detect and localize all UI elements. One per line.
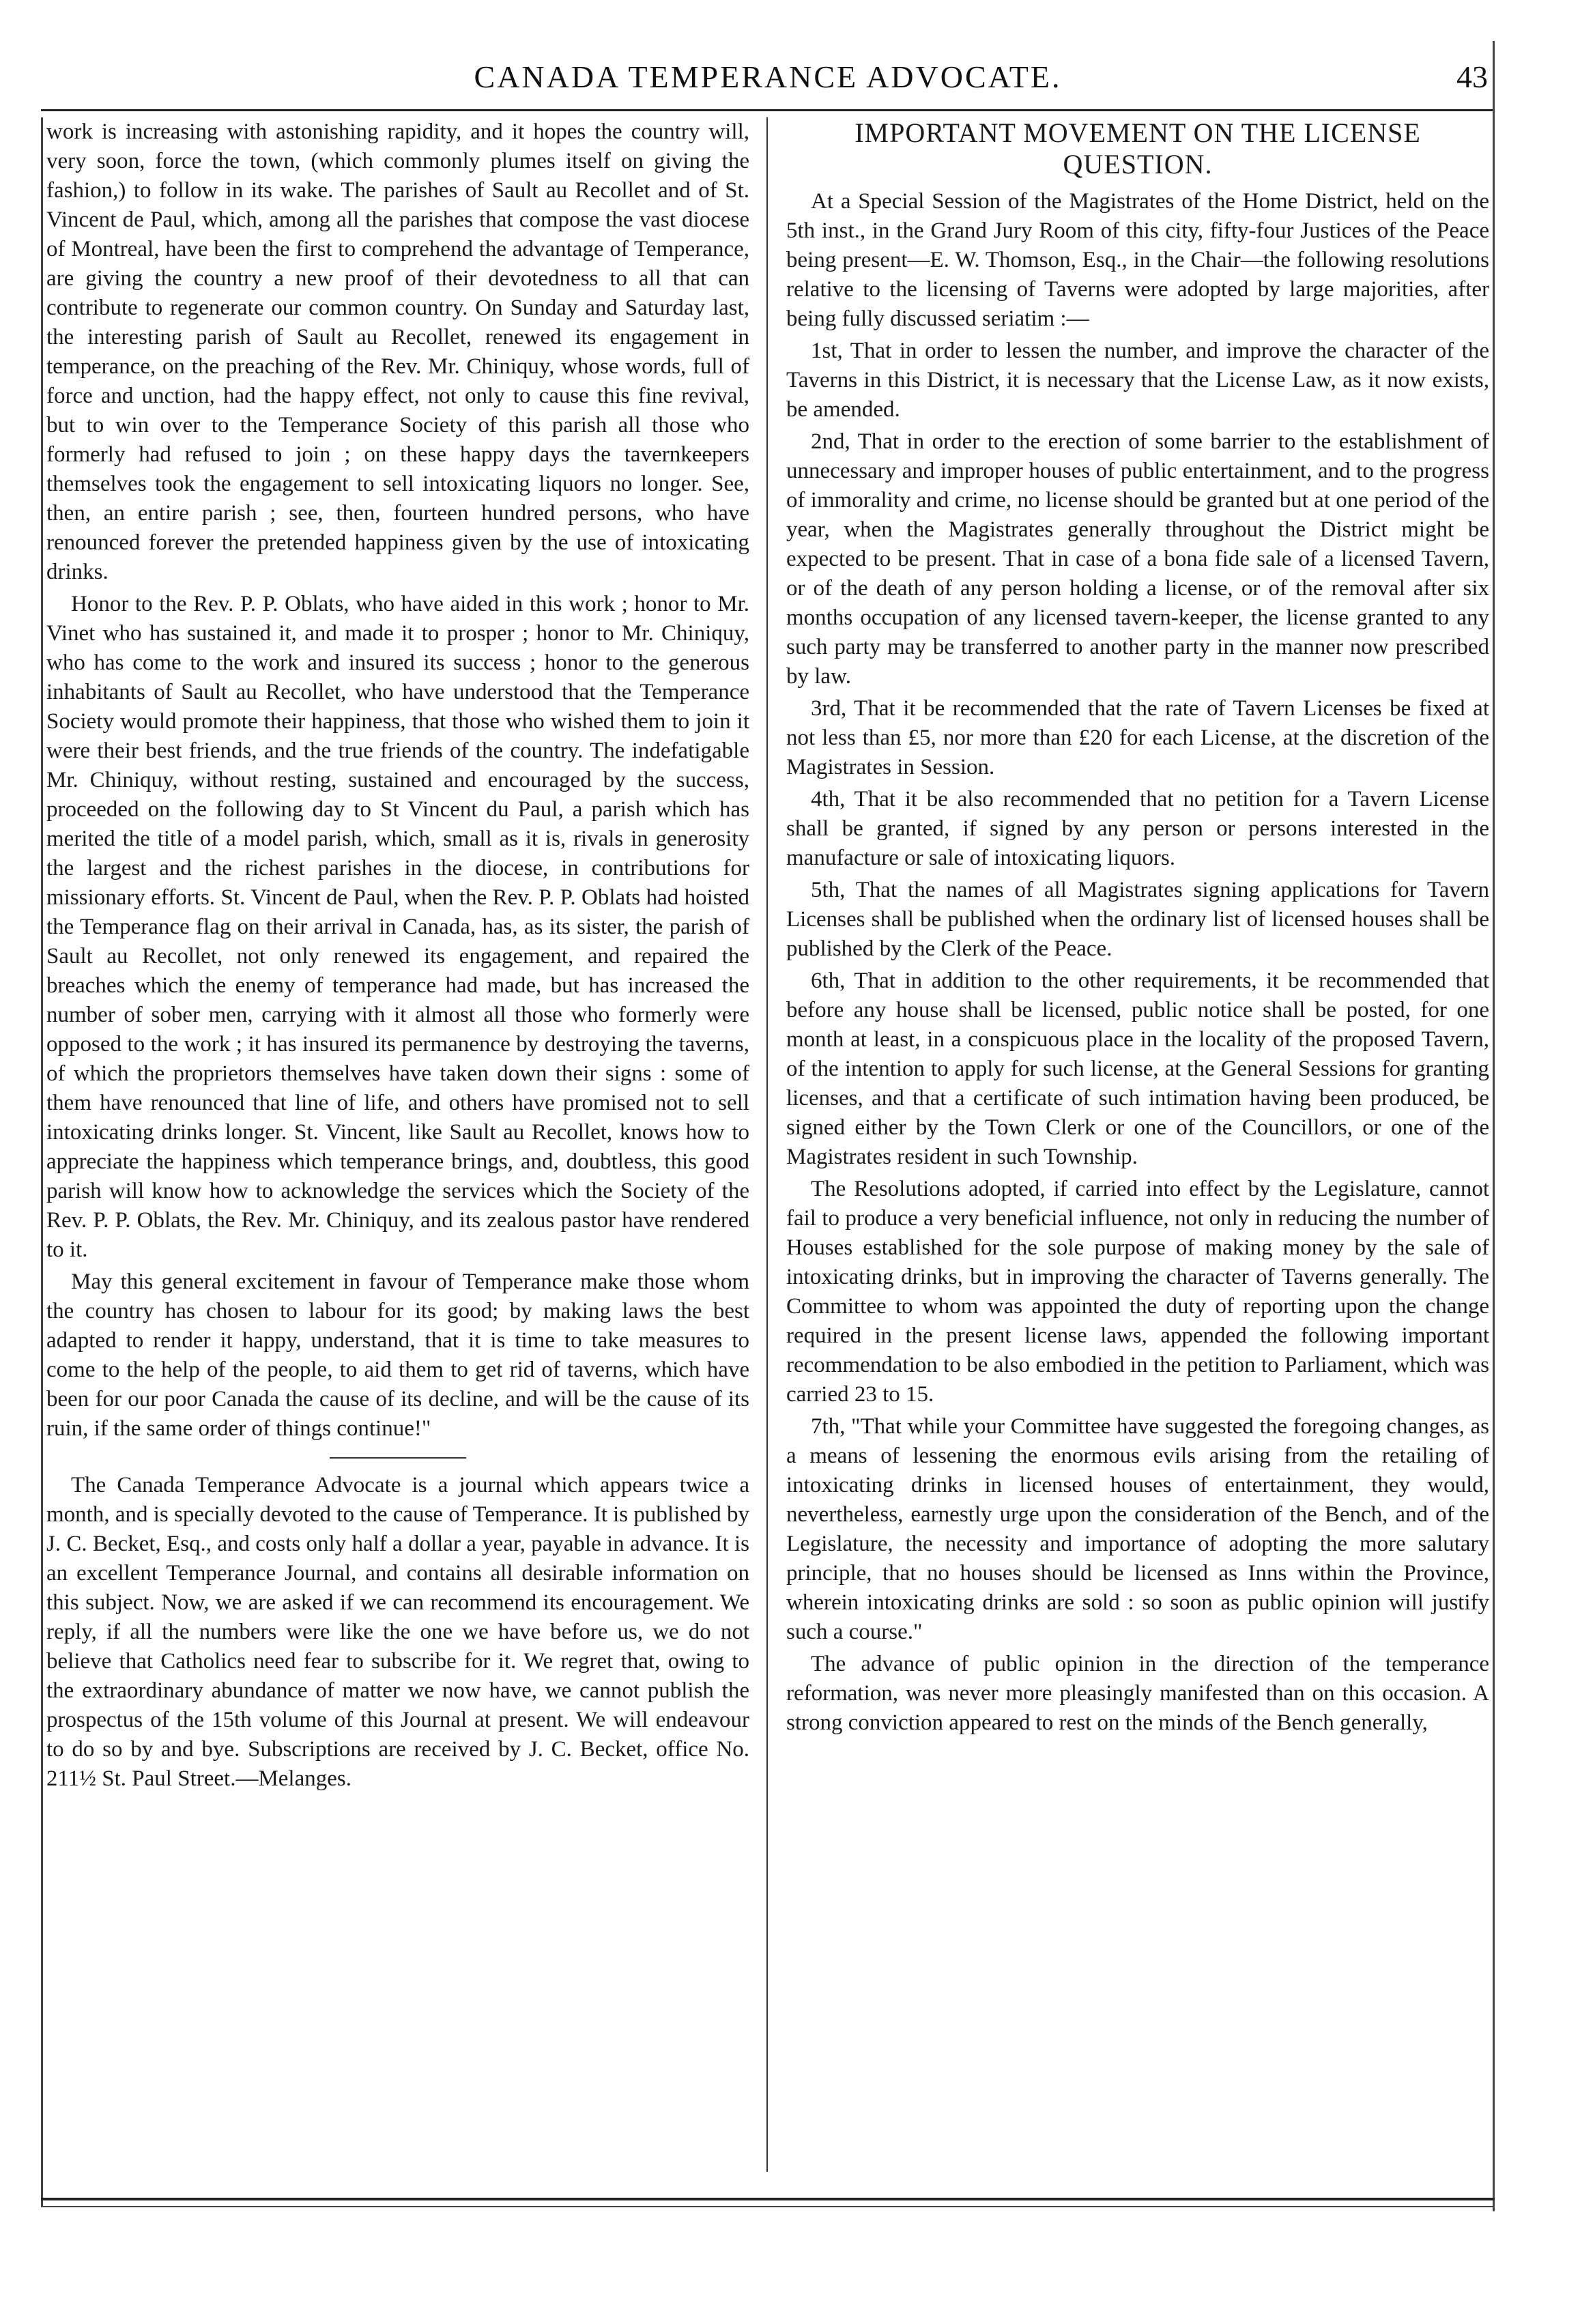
column-divider — [766, 117, 768, 2172]
paragraph: The Canada Temperance Advocate is a journal which appears twice a month, and is specially devoted to the cause of Temperance. It is published by J. C. Becket, Esq., and costs only half a dollar a year, payable in advance. It is an excellent Temperance Journal, and contains all desirable information on this subject. Now, we are asked if we can recommend its encouragement. We reply, if all the numbers were like the one we have before us, we do not believe that Catholics need fear to subscribe for it. We regret that, owing to the extraordinary abundance of matter we now have, we cannot publish the prospectus of the 15th volume of this Journal at present. We will endeavour to do so by and bye. Subscriptions are received by J. C. Becket, office No. 211½ St. Paul Street.—Melanges. — [46, 1473, 749, 1791]
article-title: IMPORTANT MOVEMENT ON THE LICENSE QUESTION. — [854, 117, 1421, 180]
paragraph: At a Special Session of the Magistrates of the Home District, held on the 5th inst., in the Grand Jury Room of this city, fifty-four Justices of the Peace being present—E. W. Thomson, Esq., in the Chair—the following resolutions relative to the licensing of Taverns were adopted by large majorities, after being fully discussed seriatim :— — [786, 189, 1489, 331]
paragraph: The advance of public opinion in the direction of the temperance reformation, was never more pleasingly manifested than on this occasion. A strong conviction appeared to rest on the minds of the Bench generally, — [786, 1652, 1489, 1735]
paragraph: 6th, That in addition to the other requirements, it be recommended that before any house shall be licensed, public notice shall be posted, for one month at least, in a conspicuous place in the locality of the proposed Tavern, of the intention to apply for such license, at the General Sessions for granting licenses, and that a certificate of such intimation having been produced, be signed either by the Town Clerk or one of the Councillors, or one of the Magistrates resident in such Township. — [786, 969, 1489, 1169]
paragraph: 4th, That it be also recommended that no petition for a Tavern License shall be granted, if signed by any person or persons interested in the manufacture or sale of intoxicating liquors. — [786, 787, 1489, 870]
bottom-rule — [41, 2198, 1495, 2200]
masthead-title: CANADA TEMPERANCE ADVOCATE. — [474, 59, 1062, 94]
right-column — [786, 117, 1489, 2172]
paragraph: 5th, That the names of all Magistrates signing applications for Tavern Licenses shall be published when the ordinary list of licensed houses shall be published by the Clerk of the Peace. — [786, 878, 1489, 961]
page-number: 43 — [1456, 59, 1488, 94]
paragraph: May this general excitement in favour of Temperance make those whom the country has chosen to labour for its good; by making laws the best adapted to render it happy, understand, that it is time to take measures to come to the help of the people, to aid them to get rid of taverns, which have been for our poor Canada the cause of its decline, and will be the cause of its ruin, if the same order of things continue!" — [46, 1269, 749, 1441]
paragraph: 2nd, That in order to the erection of some barrier to the establishment of unnecessary and improper houses of public entertainment, and to the progress of immorality and crime, no license should be granted but at one period of the year, when the Magistrates generally throughout the District might be expected to be present. That in case of a bona fide sale of a licensed Tavern, or of the death of any person holding a license, or of the removal after six months occupation of any licensed tavern-keeper, the license granted to any such party may be transferred to another party in the manner now prescribed by law. — [786, 429, 1489, 689]
paragraph: 1st, That in order to lessen the number, and improve the character of the Taverns in this District, it is necessary that the License Law, as it now exists, be amended. — [786, 339, 1489, 422]
right-border-rule — [1493, 41, 1495, 2211]
bottom-rule-thin — [41, 2206, 1495, 2207]
paragraph: Honor to the Rev. P. P. Oblats, who have aided in this work ; honor to Mr. Vinet who has sustained it, and made it to prosper ; honor to Mr. Chiniquy, who has come to the work and insured its success ; honor to the generous inhabitants of Sault au Recollet, who have understood that the Temperance Society would promote their happiness, that those who wished them to join it were their best friends, and the true friends of the country. The indefatigable Mr. Chiniquy, without resting, sustained and encouraged by the success, proceeded on the following day to St Vincent du Paul, a parish which has merited the title of a model parish, which, small as it is, rivals in generosity the largest and the richest parishes in the diocese, in contributions for missionary efforts. St. Vincent de Paul, when the Rev. P. P. Oblats had hoisted the Temperance flag on their arrival in Canada, has, as its sister, the parish of Sault au Recollet, not only renewed its engagement, and repaired the breaches which the enemy of temperance had made, but has increased the number of sober men, carrying with it almost all those who formerly were opposed to the work ; it has insured its permanence by destroying the taverns, of which the proprietors themselves have taken down their signs : some of them have renounced that line of life, and others have promised not to sell intoxicating drinks longer. St. Vincent, like Sault au Recollet, knows how to appreciate the happiness which temperance brings, and, doubtless, this good parish will know how to acknowledge the services which the Society of the Rev. P. P. Oblats, the Rev. Mr. Chiniquy, and its zealous pastor have rendered to it. — [46, 592, 749, 1262]
article-separator — [330, 1457, 466, 1459]
newspaper-page — [41, 41, 1495, 2252]
paragraph: 7th, "That while your Committee have suggested the foregoing changes, as a means of lessening the enormous evils arising from the retailing of intoxicating drinks in licensed houses of entertainment, they would, nevertheless, earnestly urge upon the consideration of the Bench, and of the Legislature, the necessity and importance of adopting the more salutary principle, that no houses should be licensed as Inns within the Province, wherein intoxicating drinks are sold : so soon as public opinion will justify such a course." — [786, 1414, 1489, 1644]
paragraph: work is increasing with astonishing rapidity, and it hopes the country will, very soon, force the town, (which commonly plumes itself on giving the fashion,) to follow in its wake. The parishes of Sault au Recollet and of St. Vincent de Paul, which, among all the parishes that compose the vast diocese of Montreal, have been the first to comprehend the advantage of Temperance, are giving the country a new proof of their devotedness to all that can contribute to regenerate our common country. On Sunday and Saturday last, the interesting parish of Sault au Recollet, renewed its engagement in temperance, on the preaching of the Rev. Mr. Chiniquy, whose words, full of force and unction, had the happy effect, not only to cause this fine revival, but to win over to the Temperance Society of this parish all those who formerly had refused to join ; on these happy days the tavernkeepers themselves took the engagement to sell intoxicating liquors no longer. See, then, an entire parish ; see, then, fourteen hundred persons, who have renounced forever the pretended happiness given by the use of intoxicating drinks. — [46, 119, 749, 584]
left-column — [46, 117, 749, 2172]
paragraph: The Resolutions adopted, if carried into effect by the Legislature, cannot fail to produce a very beneficial influence, not only in reducing the number of Houses established for the sole purpose of making money by the sale of intoxicating drinks, but in improving the character of Taverns generally. The Committee to whom was appointed the duty of reporting upon the change required in the present license laws, appended the following important recommendation to be also embodied in the petition to Parliament, which was carried 23 to 15. — [786, 1177, 1489, 1407]
page-header — [41, 41, 1495, 111]
left-border-rule — [41, 117, 43, 2206]
paragraph: 3rd, That it be recommended that the rate of Tavern Licenses be fixed at not less than £5, nor more than £20 for each License, at the discretion of the Magistrates in Session. — [786, 696, 1489, 779]
